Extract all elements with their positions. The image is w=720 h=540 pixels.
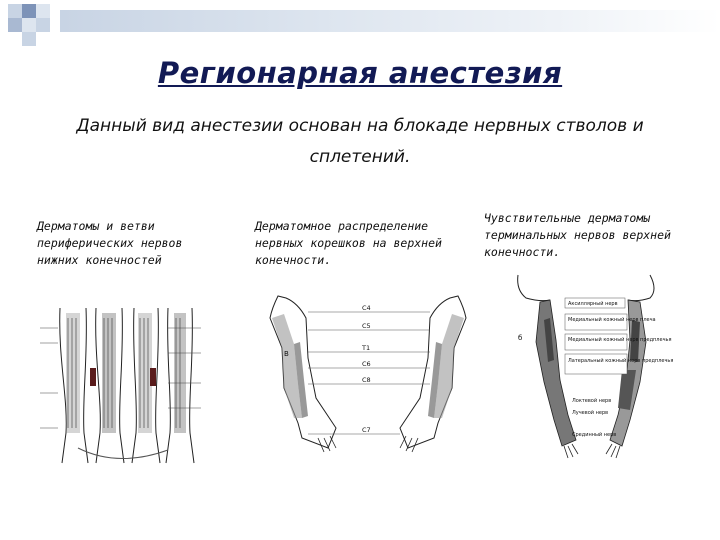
decor-square <box>22 18 36 32</box>
caption-upper-limb-nerves: Чувствительные дерматомы терминальных нервов верхней конечности. <box>484 211 671 259</box>
nerve-label: Аксиллярный нерв <box>568 301 618 307</box>
lower-limb-dermatome-figure <box>38 298 203 468</box>
root-label: C5 <box>362 322 371 330</box>
nerve-label: Медиальный кожный нерв плеча <box>568 317 656 323</box>
decor-square <box>8 4 22 18</box>
nerve-label: Срединный нерв <box>572 432 617 438</box>
nerve-label: Лучевой нерв <box>572 410 609 416</box>
decor-square <box>8 18 22 32</box>
panel-label: В <box>284 350 289 358</box>
decor-square <box>36 4 50 18</box>
slide-subtitle: Данный вид анестезии основан на блокаде нервных стволов и сплетений. <box>76 116 644 167</box>
root-label: C8 <box>362 376 371 384</box>
upper-limb-root-dermatome-figure <box>258 288 478 458</box>
decor-square <box>36 18 50 32</box>
header-gradient-bar <box>60 10 720 32</box>
nerve-label: Локтевой нерв <box>572 398 612 404</box>
panel-label: б <box>518 334 523 342</box>
decor-square <box>22 32 36 46</box>
root-label: C6 <box>362 360 371 368</box>
caption-lower-limb: Дерматомы и ветви периферических нервов нижних конечностей <box>37 219 183 267</box>
slide-title: Регионарная анестезия <box>157 56 563 90</box>
nerve-label: Медиальный кожный нерв предплечья <box>568 337 672 343</box>
root-label: C4 <box>362 304 371 312</box>
caption-upper-limb-roots: Дерматомное распределение нервных корешков на верхней конечности. <box>255 219 442 267</box>
root-label: C7 <box>362 426 371 434</box>
nerve-label: Латеральный кожный нерв предплечья <box>568 358 674 364</box>
upper-limb-nerve-dermatome-figure <box>510 270 685 460</box>
root-label: T1 <box>362 344 371 352</box>
decor-square <box>22 4 36 18</box>
